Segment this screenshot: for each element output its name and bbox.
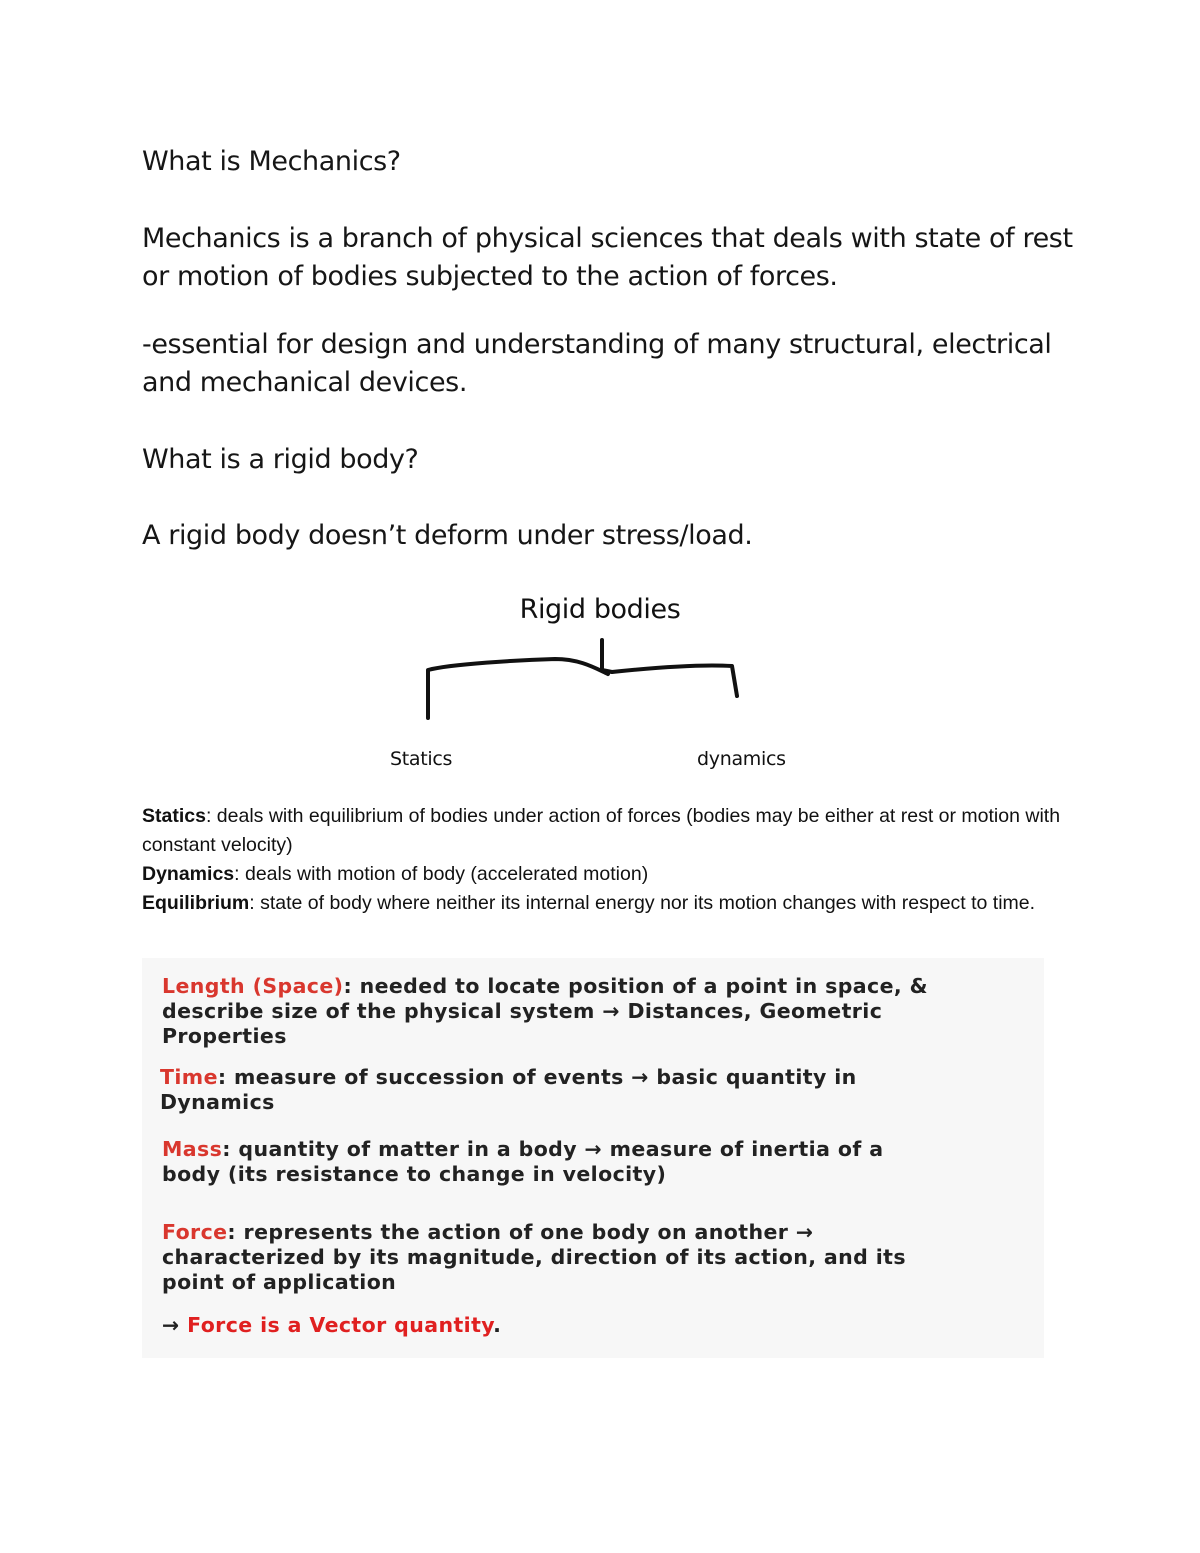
slide-vector-note (162, 1313, 1032, 1338)
slide-force (162, 1220, 1032, 1295)
branch-statics: Statics (390, 748, 453, 770)
force-text-line2: characterized by its magnitude, direction of its action, and its (162, 1245, 906, 1269)
statics-term: Statics (142, 805, 206, 827)
mass-term: Mass (162, 1137, 223, 1161)
time-text-line2: Dynamics (160, 1090, 275, 1114)
slide-time (160, 1065, 1030, 1115)
length-term: Length (Space) (162, 974, 344, 998)
heading-what-is-mechanics: What is Mechanics? (142, 146, 401, 177)
equilibrium-term: Equilibrium (142, 892, 250, 914)
brace-right-arm (612, 665, 737, 696)
diagram-title: Rigid bodies (519, 594, 681, 625)
dynamics-text: : deals with motion of body (accelerated motion) (234, 863, 649, 885)
statics-definition (142, 802, 1072, 860)
branch-dynamics: dynamics (697, 748, 786, 770)
equilibrium-definition (142, 889, 1072, 918)
force-term: Force (162, 1220, 228, 1244)
equilibrium-text: : state of body where neither its internal energy nor its motion changes with respect to time. (249, 892, 1036, 914)
mass-text-line1: : quantity of matter in a body → measure of inertia of a (222, 1137, 884, 1161)
dynamics-definition (142, 860, 1072, 889)
brace-left-arm (428, 659, 608, 718)
force-text-line1: : represents the action of one body on another → (227, 1220, 814, 1244)
heading-what-is-rigid-body: What is a rigid body? (142, 444, 419, 475)
essential-note-line1: -essential for design and understanding of many structural, electrical (142, 329, 1052, 360)
mechanics-definition-line1: Mechanics is a branch of physical sciences that deals with state of rest (142, 223, 1073, 254)
time-term: Time (160, 1065, 218, 1089)
arrow-icon: → (162, 1313, 188, 1337)
slide-length (162, 974, 1032, 1049)
length-text-line1: : needed to locate position of a point in space, & (343, 974, 928, 998)
brace-stem (602, 640, 612, 672)
vector-statement: Force is a Vector quantity (187, 1313, 494, 1337)
slide-mass (162, 1137, 1032, 1187)
embedded-slide (142, 958, 1044, 1358)
force-text-line3: point of application (162, 1270, 397, 1294)
length-text-line3: Properties (162, 1024, 287, 1048)
dynamics-term: Dynamics (142, 863, 235, 885)
statics-text: : deals with equilibrium of bodies under action of forces (bodies may be either at rest or motion with constant velocity) (142, 805, 1061, 856)
rigid-body-definition: A rigid body doesn’t deform under stress/load. (142, 520, 753, 551)
essential-note-line2: and mechanical devices. (142, 367, 468, 398)
mass-text-line2: body (its resistance to change in velocity) (162, 1162, 667, 1186)
vector-period: . (493, 1313, 502, 1337)
definitions-block (142, 802, 1072, 918)
mechanics-definition-line2: or motion of bodies subjected to the action of forces. (142, 261, 838, 292)
length-text-line2: describe size of the physical system → Distances, Geometric (162, 999, 883, 1023)
time-text-line1: : measure of succession of events → basic quantity in (217, 1065, 857, 1089)
